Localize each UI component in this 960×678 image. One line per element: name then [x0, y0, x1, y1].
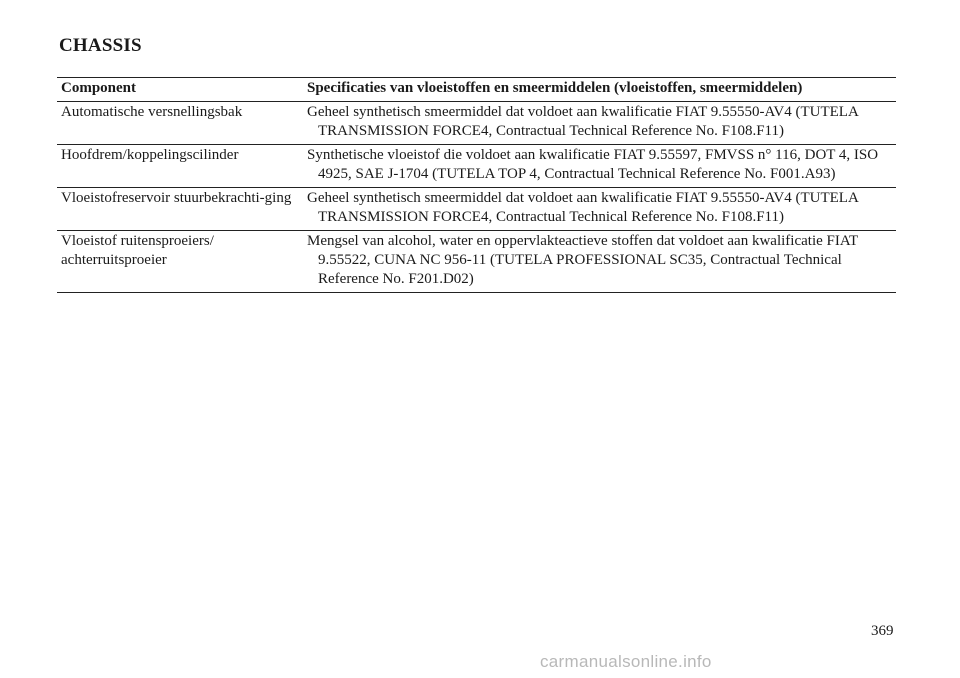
table-row	[57, 188, 896, 231]
component-cell: Vloeistof ruitensproeiers/ achterruitsproeier	[61, 233, 214, 268]
spec-cell: Geheel synthetisch smeermiddel dat voldoet aan kwalificatie FIAT 9.55550-AV4 (TUTELA TRANSMISSION FORCE4, Contractual Technical Reference No. F108.F11)	[307, 104, 858, 139]
chassis-spec-table	[57, 77, 896, 293]
component-cell: Automatische versnellingsbak	[61, 104, 243, 120]
component-cell: Vloeistofreservoir stuurbekrachti-ging	[61, 190, 292, 206]
table-row	[57, 145, 896, 188]
watermark-text: carmanualsonline.info	[540, 652, 712, 671]
page-title: CHASSIS	[59, 35, 142, 56]
table-header-row	[57, 78, 896, 102]
spec-cell: Mengsel van alcohol, water en oppervlakteactieve stoffen dat voldoet aan kwalificatie FIAT 9.55522, CUNA NC 956-11 (TUTELA PROFESSIONAL SC35, Contractual Technical Reference No. F201.D02)	[307, 233, 858, 287]
spec-cell: Synthetische vloeistof die voldoet aan kwalificatie FIAT 9.55597, FMVSS n° 116, DOT 4, ISO 4925, SAE J-1704 (TUTELA TOP 4, Contractual Technical Reference No. F001.A93)	[307, 147, 879, 182]
column-header-component: Component	[61, 80, 137, 96]
column-header-spec: Specificaties van vloeistoffen en smeermiddelen (vloeistoffen, smeermiddelen)	[307, 80, 803, 96]
table-row	[57, 231, 896, 293]
table-row	[57, 102, 896, 145]
spec-cell: Geheel synthetisch smeermiddel dat voldoet aan kwalificatie FIAT 9.55550-AV4 (TUTELA TRANSMISSION FORCE4, Contractual Technical Reference No. F108.F11)	[307, 190, 858, 225]
page-number: 369	[871, 623, 894, 639]
component-cell: Hoofdrem/koppelingscilinder	[61, 147, 239, 163]
